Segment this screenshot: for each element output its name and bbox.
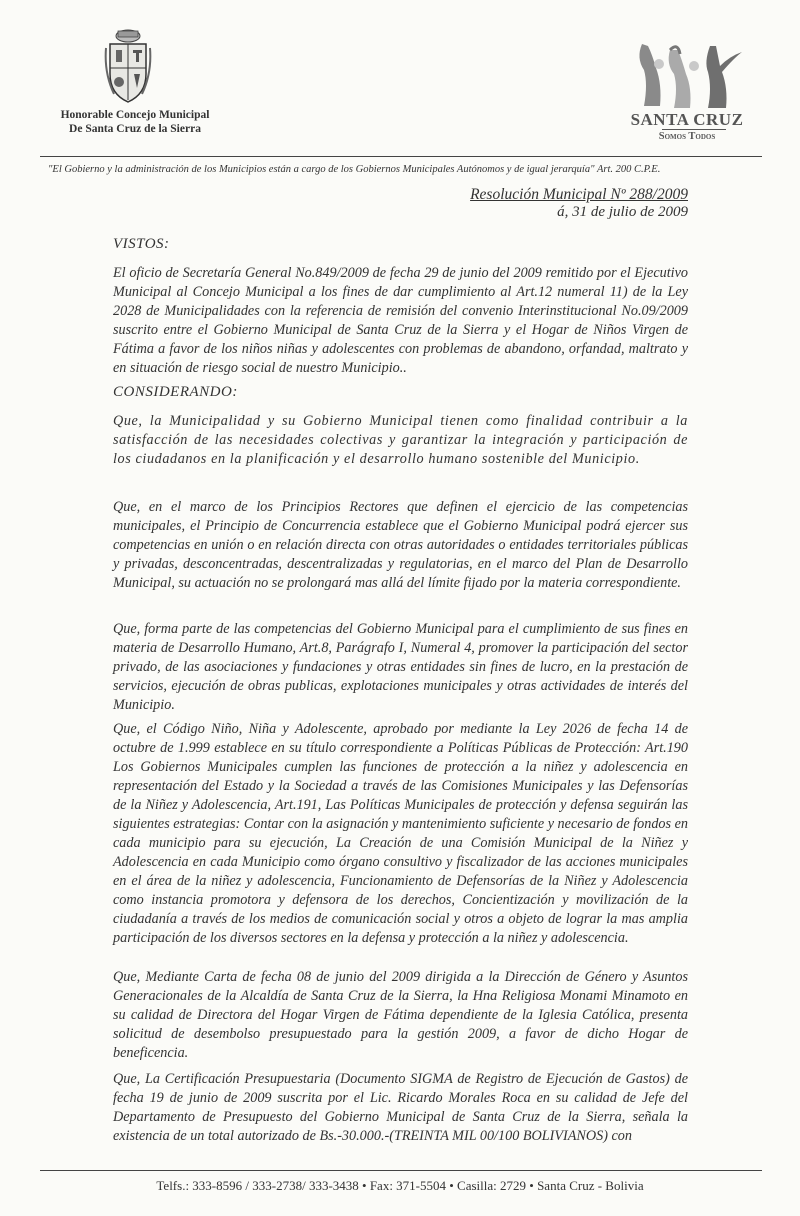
header-divider xyxy=(40,156,762,157)
resolution-title: Resolución Municipal Nº 288/2009 xyxy=(470,186,688,203)
santa-cruz-figures-icon xyxy=(634,44,744,110)
considerando-paragraph-4: Que, el Código Niño, Niña y Adolescente, aprobado por mediante la Ley 2026 de fecha 14 de octubre de 1.999 establece en su título correspondiente a Políticas Públicas de Protección: Art.190 Los Gobiernos Municipales cumplen las funciones de protección a la niñez y adolescencia en representación del Estado y la Sociedad a través de las Comisiones Municipales y las Defensorías de la Niñez y Adolescencia, Art.191, Las Políticas Municipales de protección y defensa seguirán las siguientes estrategias: Contar con la asignación y mantenimiento suficiente y necesario de fondos en cada municipio para su ejecución, La Creación de una Comisión Municipal de la Niñez y Adolescencia en cada Municipio como órgano consultivo y fiscalizador de las acciones municipales en el área de la niñez y adolescencia, Funcionamiento de Defensorías de la Niñez y Adolescencia como instancia promotora y defensora de los derechos, Concientización y movilización de la ciudadanía a través de los medios de comunicación social y otros a objeto de lograr la mas amplia participación de los diversos sectores en la defensa y protección a la niñez y adolescencia. xyxy=(113,721,688,946)
considerando-paragraph-2: Que, en el marco de los Principios Rectores que definen el ejercicio de las competencias municipales, el Principio de Concurrencia establece que el Gobierno Municipal podrá ejercer sus competencias en unión o en relación directa con otras autoridades o entidades territoriales públicas y privadas, desconcentradas, descentralizadas y regulatorias, en el marco del Plan de Desarrollo Municipal, su actuación no se prolongará mas allá del límite fijado por la materia correspondiente. xyxy=(113,499,688,591)
council-name xyxy=(40,108,230,136)
vistos-heading: VISTOS: xyxy=(113,236,170,252)
logo-title: SANTA CRUZ xyxy=(630,110,744,129)
vistos-text: El oficio de Secretaría General No.849/2009 de fecha 29 de junio del 2009 remitido por el Ejecutivo Municipal al Concejo Municipal a los fines de dar cumplimiento al Art.12 numeral 11) de la Ley 2028 de Municipalidades con la referencia de remisión del convenio Interinstitucional No.09/2009 suscrito entre el Gobierno Municipal de Santa Cruz de la Sierra y el Hogar de Niños Virgen de Fátima a favor de los niños niñas y adolescentes con problemas de abandono, orfandad, maltrato y en situación de riesgo social de nuestro Municipio.. xyxy=(113,265,688,376)
santa-cruz-logo xyxy=(628,44,746,154)
contact-footer: Telfs.: 333-8596 / 333-2738/ 333-3438 • Fax: 371-5504 • Casilla: 2729 • Santa Cruz - Bolivia xyxy=(156,1178,644,1193)
logo-subtitle: Somos Todos xyxy=(658,131,716,142)
resolution-date: á, 31 de julio de 2009 xyxy=(557,204,688,220)
considerando-paragraph-1: Que, la Municipalidad y su Gobierno Municipal tienen como finalidad contribuir a la satisfacción de las necesidades colectivas y garantizar la integración y participación de los ciudadanos en la planificación y el desarrollo humano sostenible del Municipio. xyxy=(113,413,688,467)
council-name-line1: Honorable Concejo Municipal xyxy=(60,109,210,121)
considerando-paragraph-5: Que, Mediante Carta de fecha 08 de junio del 2009 dirigida a la Dirección de Género y Asuntos Generacionales de la Alcaldía de Santa Cruz de la Sierra, la Hna Religiosa Monami Minamoto en su calidad de Directora del Hogar Virgen de Fátima dependiente de la Iglesia Católica, presenta solicitud de desembolso presupuestado para la gestión 2009, a favor de dicho Hogar de beneficencia. xyxy=(113,969,688,1061)
council-name-line2: De Santa Cruz de la Sierra xyxy=(69,123,201,135)
considerando-paragraph-6: Que, La Certificación Presupuestaria (Documento SIGMA de Registro de Ejecución de Gastos) de fecha 19 de junio de 2009 suscrita por el Lic. Ricardo Morales Roca en su calidad de Jefe del Departamento de Presupuesto del Gobierno Municipal de Santa Cruz de la Sierra, señala la existencia de un total autorizado de Bs.-30.000.-(TREINTA MIL 00/100 BOLIVIANOS) con xyxy=(113,1071,688,1144)
coat-of-arms-icon xyxy=(104,28,152,104)
logo-underline xyxy=(662,129,726,130)
considerando-heading: CONSIDERANDO: xyxy=(113,384,238,400)
footer-divider xyxy=(40,1170,762,1171)
constitution-quote: "El Gobierno y la administración de los Municipios están a cargo de los Gobiernos Municipales Autónomos y de igual jerarquía" Art. 200 C.P.E. xyxy=(48,164,661,175)
considerando-paragraph-3: Que, forma parte de las competencias del Gobierno Municipal para el cumplimiento de sus fines en materia de Desarrollo Humano, Art.8, Parágrafo I, Numeral 4, promover la participación del sector privado, de las asociaciones y fundaciones y otras entidades sin fines de lucro, en la prestación de servicios, ejecución de obras publicas, explotaciones municipales y otras actividades de interés del Municipio. xyxy=(113,621,688,713)
